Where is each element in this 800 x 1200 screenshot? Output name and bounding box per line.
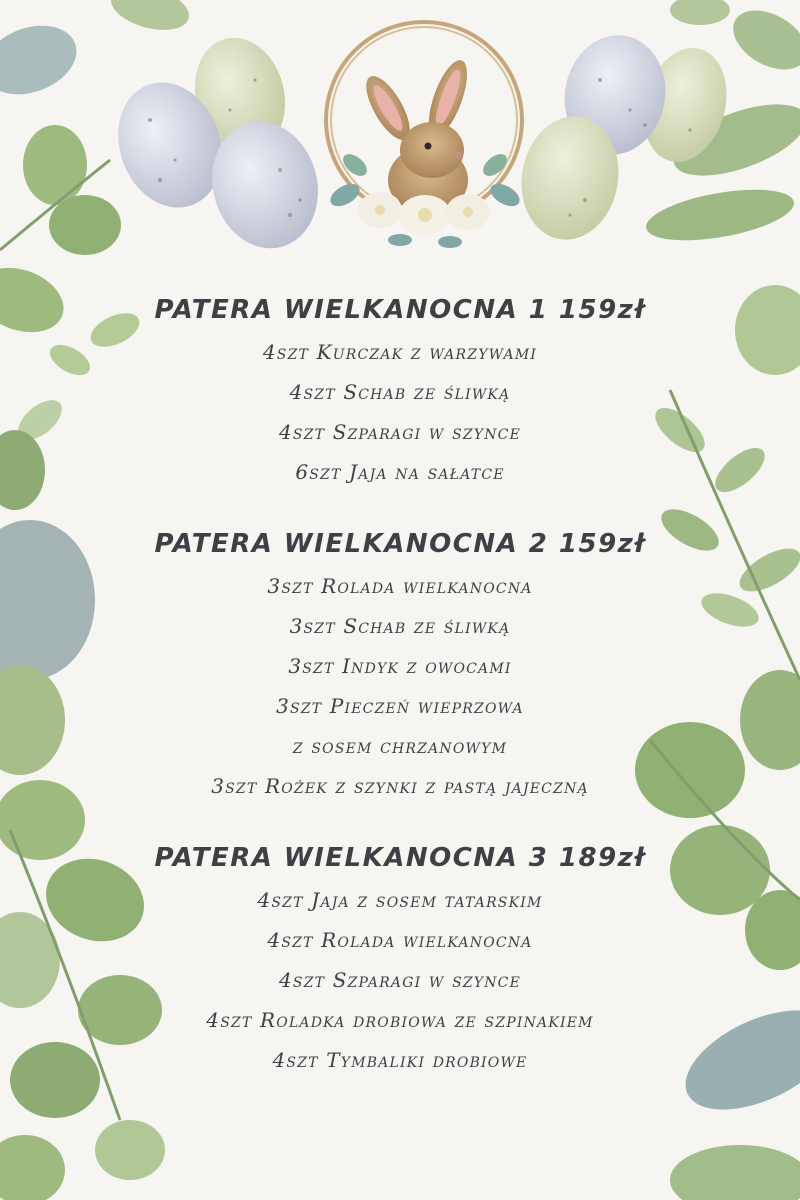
- menu-item: 4szt Szparagi w szynce: [278, 968, 522, 992]
- menu-item: 4szt Roladka drobiowa ze szpinakiem: [206, 1008, 594, 1032]
- menu-item: 3szt Indyk z owocami: [288, 654, 512, 678]
- menu-section-2: [150, 522, 650, 806]
- easter-platter-menu: [150, 288, 650, 1110]
- section-title: PATERA WIELKANOCNA 2 159zł: [154, 529, 646, 559]
- menu-item: z sosem chrzanowym: [292, 734, 508, 758]
- menu-item: 4szt Szparagi w szynce: [278, 420, 522, 444]
- section-title: PATERA WIELKANOCNA 3 189zł: [154, 843, 646, 873]
- section-title: PATERA WIELKANOCNA 1 159zł: [154, 295, 646, 325]
- menu-section-1: [150, 288, 650, 492]
- menu-item: 4szt Schab ze śliwką: [289, 380, 511, 404]
- menu-item: 3szt Schab ze śliwką: [289, 614, 511, 638]
- menu-item: 3szt Pieczeń wieprzowa: [276, 694, 524, 718]
- menu-item: 6szt Jaja na sałatce: [295, 460, 505, 484]
- menu-section-3: [150, 836, 650, 1080]
- menu-item: 4szt Tymbaliki drobiowe: [272, 1048, 528, 1072]
- menu-item: 4szt Rolada wielkanocna: [267, 928, 533, 952]
- menu-item: 4szt Jaja z sosem tatarskim: [257, 888, 543, 912]
- menu-item: 3szt Rolada wielkanocna: [267, 574, 533, 598]
- right-eucalyptus-leaves-icon: [635, 0, 800, 1200]
- menu-item: 3szt Rożek z szynki z pastą jajeczną: [211, 774, 589, 798]
- bunny-wreath-icon: [326, 22, 523, 248]
- menu-item: 4szt Kurczak z warzywami: [262, 340, 538, 364]
